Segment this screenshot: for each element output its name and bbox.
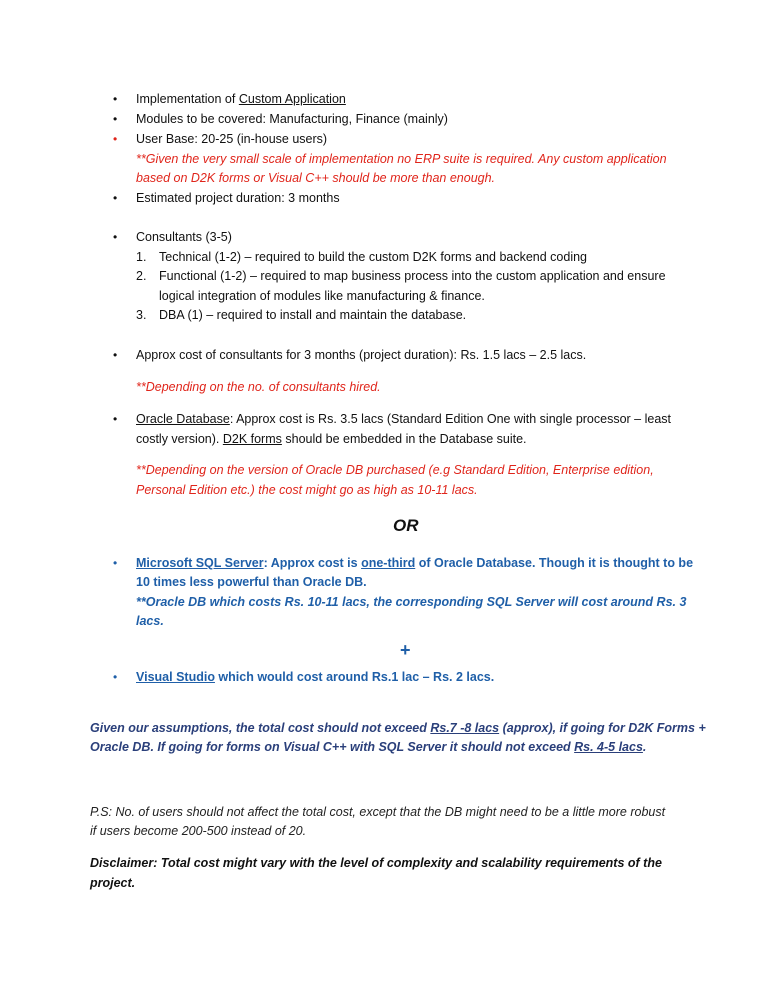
sql-server-line-2: 10 times less powerful than Oracle DB. <box>136 575 367 589</box>
sql-server-link[interactable]: Microsoft SQL Server <box>136 556 264 570</box>
sql-note-line-2: lacs. <box>136 614 164 628</box>
oracle-item-line-2 <box>136 431 527 447</box>
ps-line-1: P.S: No. of users should not affect the total cost, except that the DB might need to be a little more robust <box>90 805 666 819</box>
rs-4-5-lacs-link[interactable]: Rs. 4-5 lacs <box>574 740 643 754</box>
bullet-icon: • <box>113 191 118 205</box>
vs-text: which would cost around Rs.1 lac – Rs. 2 lacs. <box>214 670 495 684</box>
bullet-icon: • <box>113 556 118 570</box>
summary-line-2 <box>90 739 646 755</box>
implementation-prefix: Implementation of <box>136 92 239 106</box>
summary-text: . <box>642 740 647 754</box>
bullet-icon: • <box>113 670 118 684</box>
list-number: 2. <box>136 269 147 283</box>
consultant-functional-cont: logical integration of modules like manufacturing & finance. <box>159 289 485 303</box>
ps-line-2: if users become 200-500 instead of 20. <box>90 824 307 838</box>
oracle-text: should be embedded in the Database suite. <box>281 432 527 446</box>
disclaimer-line-1: Disclaimer: Total cost might vary with the level of complexity and scalability requirements of the <box>90 856 662 870</box>
sql-server-line-1 <box>136 555 693 571</box>
consultant-functional: Functional (1-2) – required to map business process into the custom application and ensure <box>159 269 666 283</box>
oracle-text: costly version). <box>136 432 223 446</box>
one-third-link[interactable]: one-third <box>361 556 416 570</box>
bullet-icon: • <box>113 132 118 146</box>
summary-text: Given our assumptions, the total cost should not exceed <box>90 721 431 735</box>
rs-7-8-lacs-link[interactable]: Rs.7 -8 lacs <box>430 721 500 735</box>
approx-cost-item: Approx cost of consultants for 3 months (project duration): Rs. 1.5 lacs – 2.5 lacs. <box>136 348 587 362</box>
duration-item: Estimated project duration: 3 months <box>136 191 340 205</box>
sql-text: of Oracle Database. Though it is thought to be <box>415 556 694 570</box>
implementation-item <box>136 91 346 107</box>
list-number: 3. <box>136 308 147 322</box>
sql-note-line-1: **Oracle DB which costs Rs. 10-11 lacs, the corresponding SQL Server will cost around Rs. 3 <box>136 595 687 609</box>
bullet-icon: • <box>113 412 118 426</box>
bullet-icon: • <box>113 230 118 244</box>
summary-line-1 <box>90 720 706 736</box>
userbase-note-line-1: **Given the very small scale of implementation no ERP suite is required. Any custom application <box>136 152 667 166</box>
sql-text: : Approx cost is <box>263 556 362 570</box>
oracle-note-line-1: **Depending on the version of Oracle DB purchased (e.g Standard Edition, Enterprise edition, <box>136 463 654 477</box>
consultant-dba: DBA (1) – required to install and maintain the database. <box>159 308 467 322</box>
or-separator: OR <box>393 516 419 535</box>
visual-studio-item <box>136 669 494 685</box>
list-number: 1. <box>136 250 147 264</box>
bullet-icon: • <box>113 92 118 106</box>
bullet-icon: • <box>113 112 118 126</box>
oracle-database-link[interactable]: Oracle Database <box>136 412 230 426</box>
d2k-forms-link[interactable]: D2K forms <box>222 432 282 446</box>
plus-separator: + <box>400 640 411 660</box>
oracle-note-line-2: Personal Edition etc.) the cost might go as high as 10-11 lacs. <box>136 483 478 497</box>
userbase-note-line-2: based on D2K forms or Visual C++ should be more than enough. <box>136 171 496 185</box>
oracle-text: : Approx cost is Rs. 3.5 lacs (Standard Edition One with single processor – least <box>229 412 671 426</box>
summary-text: Oracle DB. If going for forms on Visual C++ with SQL Server it should not exceed <box>90 740 575 754</box>
summary-text: (approx), if going for D2K Forms + <box>499 721 706 735</box>
userbase-item: User Base: 20-25 (in-house users) <box>136 132 328 146</box>
modules-item: Modules to be covered: Manufacturing, Finance (mainly) <box>136 112 448 126</box>
oracle-item-line-1 <box>136 411 671 427</box>
custom-application-link[interactable]: Custom Application <box>238 92 346 106</box>
disclaimer-line-2: project. <box>90 876 136 890</box>
consultants-item: Consultants (3-5) <box>136 230 232 244</box>
consultant-technical: Technical (1-2) – required to build the custom D2K forms and backend coding <box>159 250 588 264</box>
bullet-icon: • <box>113 348 118 362</box>
visual-studio-link[interactable]: Visual Studio <box>136 670 215 684</box>
approx-cost-note: **Depending on the no. of consultants hired. <box>136 380 381 394</box>
